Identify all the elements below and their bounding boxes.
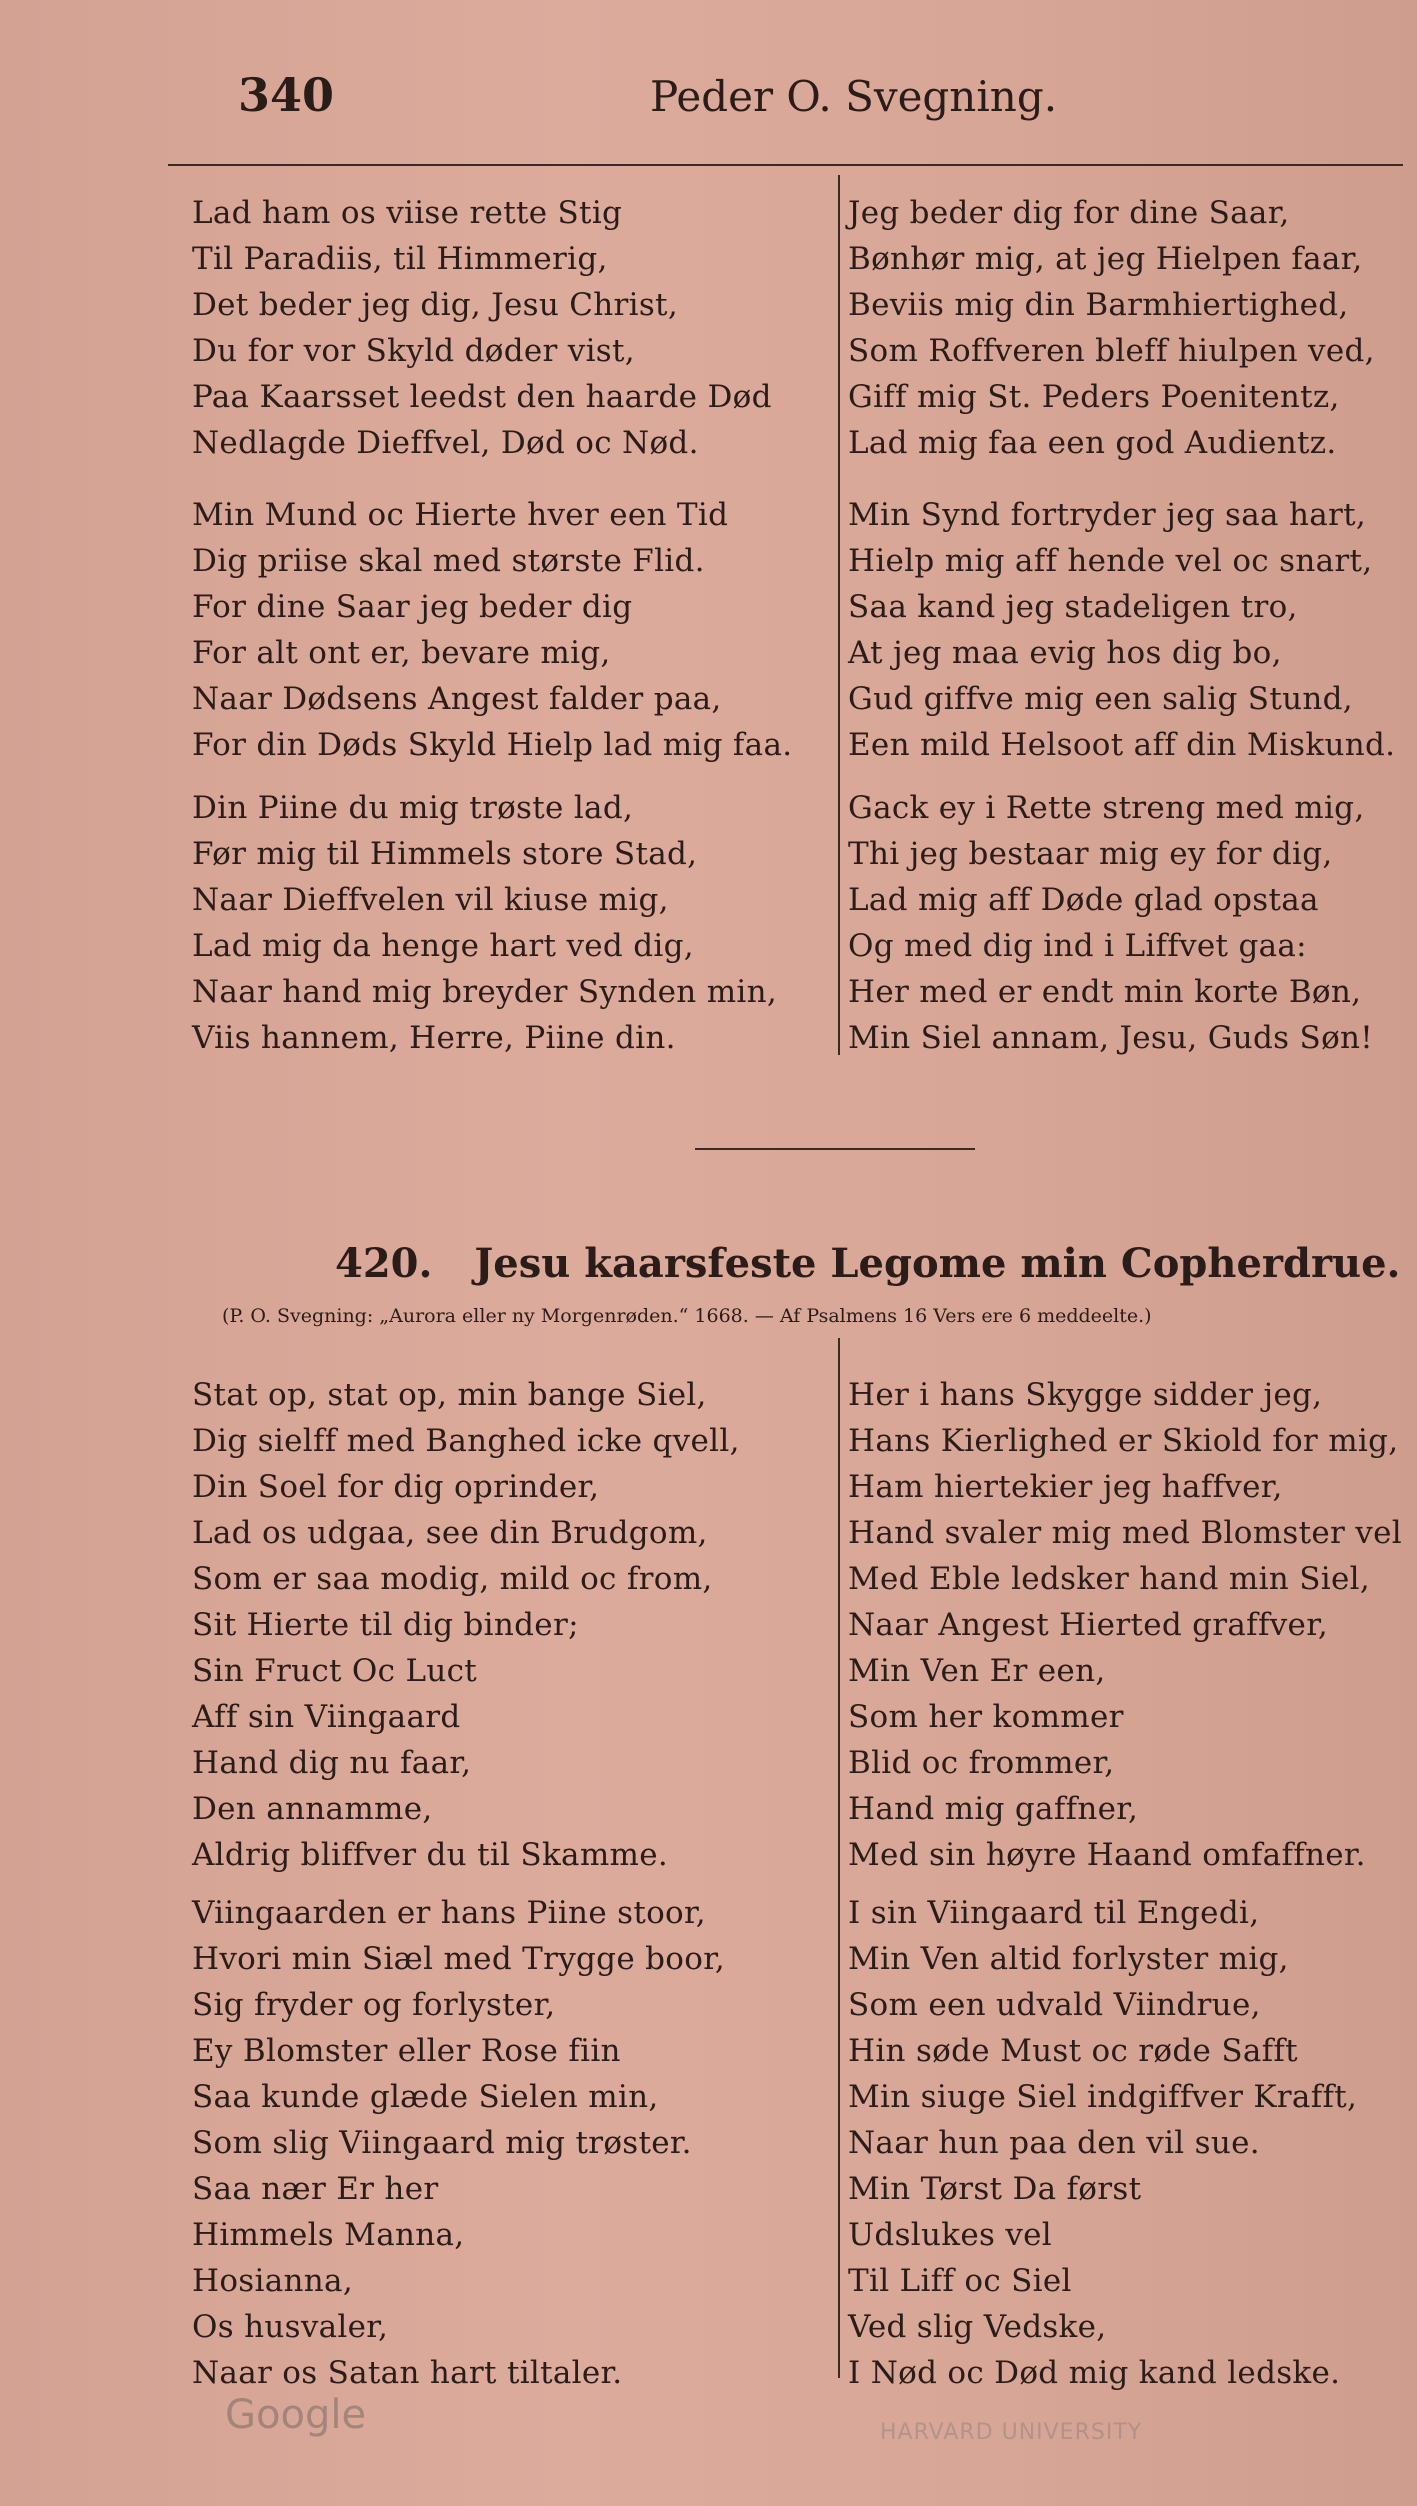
verse-line: Det beder jeg dig, Jesu Christ, [192,287,678,323]
verse-line: Lad ham os viise rette Stig [192,195,623,231]
verse-line: Lad mig aff Døde glad opstaa [848,882,1319,918]
verse-line: Aldrig bliffver du til Skamme. [192,1837,669,1873]
verse-line: Hand svaler mig med Blomster vel [848,1515,1402,1551]
verse-line: Som slig Viingaard mig trøster. [192,2125,692,2161]
verse-line: Os husvaler, [192,2309,389,2345]
verse-line: Min siuge Siel indgiffver Krafft, [848,2079,1358,2115]
stanza [192,1890,725,2396]
verse-line: Viis hannem, Herre, Piine din. [192,1020,676,1056]
verse-line: Min Ven altid forlyster mig, [848,1941,1289,1977]
verse-line: Giff mig St. Peders Poenitentz, [848,379,1340,415]
column-divider-bottom [838,1338,840,2378]
page-header [0,68,1417,138]
verse-line: Dig sielff med Banghed icke qvell, [192,1423,740,1459]
verse-line: Med Eble ledsker hand min Siel, [848,1561,1370,1597]
verse-line: Hand mig gaffner, [848,1791,1139,1827]
stanza [192,1372,740,1878]
verse-line: Ved slig Vedske, [848,2309,1107,2345]
verse-line: Til Liff oc Siel [848,2263,1072,2299]
running-title: Peder O. Svegning. [650,72,1058,121]
verse-line: At jeg maa evig hos dig bo, [848,635,1282,671]
stanza [848,492,1395,768]
verse-line: Blid oc frommer, [848,1745,1115,1781]
verse-line: Paa Kaarsset leedst den haarde Død [192,379,772,415]
verse-line: Med sin høyre Haand omfaffner. [848,1837,1366,1873]
verse-line: Lad mig faa een god Audientz. [848,425,1337,461]
verse-line: Som her kommer [848,1699,1124,1735]
verse-line: Hielp mig aff hende vel oc snart, [848,543,1373,579]
stanza [848,190,1375,466]
verse-line: I sin Viingaard til Engedi, [848,1895,1260,1931]
verse-line: Lad mig da henge hart ved dig, [192,928,694,964]
verse-line: Naar os Satan hart tiltaler. [192,2355,623,2391]
verse-line: Saa kand jeg stadeligen tro, [848,589,1298,625]
verse-line: Lad os udgaa, see din Brudgom, [192,1515,708,1551]
verse-line: Naar Dødsens Angest falder paa, [192,681,722,717]
verse-line: Sit Hierte til dig binder; [192,1607,579,1643]
verse-line: Himmels Manna, [192,2217,465,2253]
page-number: 340 [238,68,335,122]
verse-line: Saa kunde glæde Sielen min, [192,2079,659,2115]
verse-line: Naar hand mig breyder Synden min, [192,974,778,1010]
verse-line: Hin søde Must oc røde Safft [848,2033,1298,2069]
verse-line: Min Tørst Da først [848,2171,1142,2207]
verse-line: Jeg beder dig for dine Saar, [848,195,1290,231]
verse-line: Viingaarden er hans Piine stoor, [192,1895,706,1931]
verse-line: Min Siel annam, Jesu, Guds Søn! [848,1020,1374,1056]
verse-line: Du for vor Skyld døder vist, [192,333,635,369]
verse-line: Hans Kierlighed er Skiold for mig, [848,1423,1399,1459]
verse-line: Beviis mig din Barmhiertighed, [848,287,1349,323]
stanza [848,785,1373,1061]
verse-line: Naar Dieffvelen vil kiuse mig, [192,882,669,918]
verse-line: For dine Saar jeg beder dig [192,589,633,625]
verse-line: Saa nær Er her [192,2171,439,2207]
verse-line: Naar Angest Hierted graffver, [848,1607,1329,1643]
stanza [848,1372,1402,1878]
verse-line: Min Ven Er een, [848,1653,1106,1689]
verse-line: Hvori min Siæl med Trygge boor, [192,1941,726,1977]
verse-line: Gack ey i Rette streng med mig, [848,790,1365,826]
verse-line: Som Roffveren bleff hiulpen ved, [848,333,1375,369]
verse-line: Før mig til Himmels store Stad, [192,836,698,872]
verse-line: Aff sin Viingaard [192,1699,461,1735]
verse-line: Og med dig ind i Liffvet gaa: [848,928,1307,964]
hymn-number: 420. [335,1240,433,1287]
verse-line: Gud giffve mig een salig Stund, [848,681,1353,717]
stanza [192,190,772,466]
verse-line: Din Piine du mig trøste lad, [192,790,634,826]
verse-line: Udslukes vel [848,2217,1053,2253]
section-divider [695,1148,975,1150]
verse-line: For din Døds Skyld Hielp lad mig faa. [192,727,793,763]
verse-line: Hand dig nu faar, [192,1745,472,1781]
verse-line: Stat op, stat op, min bange Siel, [192,1377,707,1413]
hymn-source-note: (P. O. Svegning: „Aurora eller ny Morgenrøden.“ 1668. — Af Psalmens 16 Vers ere 6 meddeelte.) [222,1305,1152,1327]
verse-line: Til Paradiis, til Himmerig, [192,241,608,277]
stanza [848,1890,1357,2396]
hymn-title: Jesu kaarsfeste Legome min Copherdrue. [474,1240,1401,1287]
column-divider-top [838,175,840,1055]
verse-line: Hosianna, [192,2263,353,2299]
verse-line: I Nød oc Død mig kand ledske. [848,2355,1341,2391]
verse-line: Ey Blomster eller Rose fiin [192,2033,621,2069]
verse-line: Din Soel for dig oprinder, [192,1469,600,1505]
google-watermark: Google [225,2392,367,2438]
hymn-heading [335,1240,1400,1287]
library-stamp: HARVARD UNIVERSITY [880,2420,1143,2445]
verse-line: Min Synd fortryder jeg saa hart, [848,497,1367,533]
verse-line: Som een udvald Viindrue, [848,1987,1261,2023]
verse-line: Sin Fruct Oc Luct [192,1653,478,1689]
verse-line: Her i hans Skygge sidder jeg, [848,1377,1323,1413]
verse-line: Dig priise skal med største Flid. [192,543,705,579]
verse-line: Den annamme, [192,1791,433,1827]
header-rule [168,164,1403,166]
verse-line: Sig fryder og forlyster, [192,1987,556,2023]
verse-line: Som er saa modig, mild oc from, [192,1561,713,1597]
verse-line: Een mild Helsoot aff din Miskund. [848,727,1396,763]
stanza [192,492,792,768]
verse-line: Ham hiertekier jeg haffver, [848,1469,1283,1505]
verse-line: Her med er endt min korte Bøn, [848,974,1362,1010]
verse-line: Min Mund oc Hierte hver een Tid [192,497,729,533]
verse-line: Bønhør mig, at jeg Hielpen faar, [848,241,1363,277]
verse-line: For alt ont er, bevare mig, [192,635,611,671]
verse-line: Nedlagde Dieffvel, Død oc Nød. [192,425,699,461]
verse-line: Naar hun paa den vil sue. [848,2125,1260,2161]
stanza [192,785,777,1061]
verse-line: Thi jeg bestaar mig ey for dig, [848,836,1333,872]
